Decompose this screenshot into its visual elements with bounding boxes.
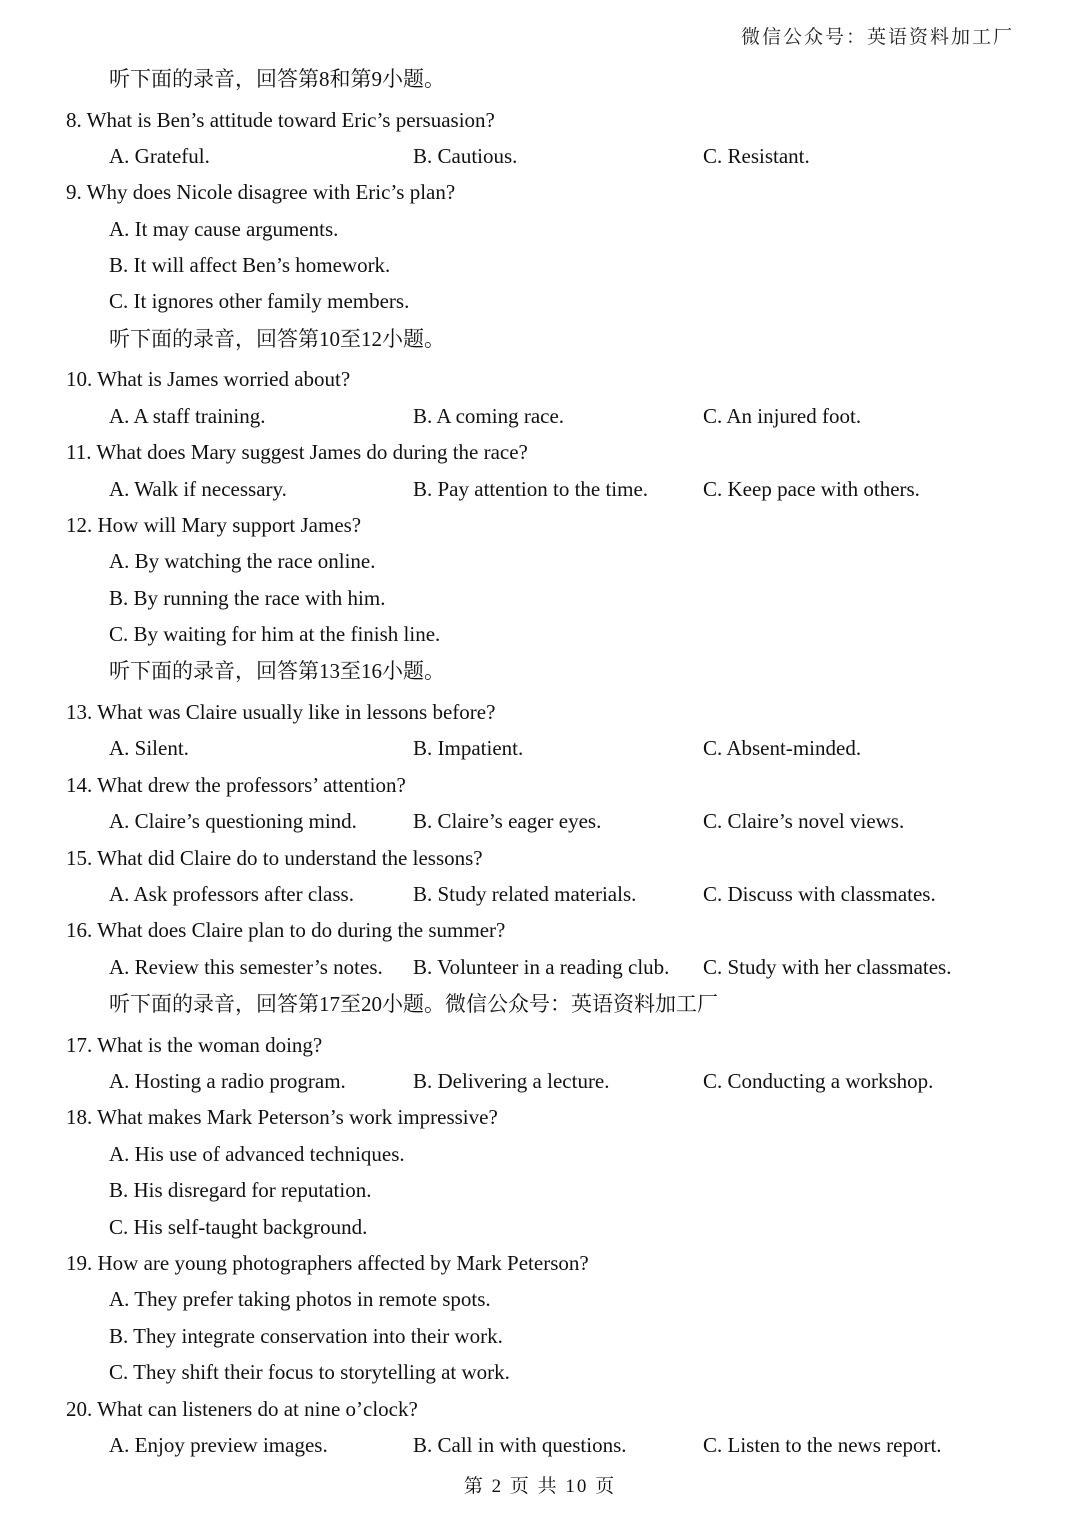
section-instruction: 听下面的录音，回答第13至16小题。 — [109, 659, 445, 684]
answer-option: C. Resistant. — [703, 143, 810, 168]
options-row — [0, 1063, 1080, 1099]
section-instruction: 听下面的录音，回答第10至12小题。 — [109, 326, 445, 351]
answer-option: C. It ignores other family members. — [109, 289, 410, 314]
answer-option: B. Impatient. — [413, 736, 524, 761]
answer-option: B. A coming race. — [413, 403, 565, 428]
answer-option: C. By waiting for him at the finish line. — [109, 622, 441, 647]
answer-option: A. A staff training. — [109, 403, 266, 428]
answer-option: A. Grateful. — [109, 143, 210, 168]
question-list — [0, 60, 1080, 1463]
question-stem: 14. What drew the professors’ attention? — [66, 772, 406, 797]
answer-option: C. Listen to the news report. — [703, 1432, 942, 1457]
answer-option: C. They shift their focus to storytelling at work. — [109, 1360, 510, 1385]
question-stem: 10. What is James worried about? — [66, 367, 351, 392]
question-stem: 8. What is Ben’s attitude toward Eric’s persuasion? — [66, 107, 495, 132]
answer-option: A. Claire’s questioning mind. — [109, 809, 357, 834]
question-stem: 13. What was Claire usually like in lessons before? — [66, 699, 496, 724]
answer-option: B. They integrate conservation into their work. — [109, 1323, 503, 1348]
answer-option: A. His use of advanced techniques. — [109, 1141, 405, 1166]
answer-option: A. It may cause arguments. — [109, 216, 339, 241]
answer-option: B. Pay attention to the time. — [413, 476, 649, 501]
answer-option: C. Claire’s novel views. — [703, 809, 905, 834]
question-stem: 18. What makes Mark Peterson’s work impressive? — [66, 1105, 498, 1130]
answer-option: C. Conducting a workshop. — [703, 1068, 934, 1093]
answer-option: C. Discuss with classmates. — [703, 881, 936, 906]
answer-option: C. Study with her classmates. — [703, 954, 952, 979]
answer-option: B. Delivering a lecture. — [413, 1068, 610, 1093]
options-row — [0, 803, 1080, 839]
answer-option: B. Study related materials. — [413, 881, 637, 906]
answer-option: A. They prefer taking photos in remote spots. — [109, 1287, 491, 1312]
section-instruction: 听下面的录音，回答第17至20小题。微信公众号：英语资料加工厂 — [109, 992, 718, 1017]
answer-option: B. Cautious. — [413, 143, 518, 168]
answer-option: C. Absent-minded. — [703, 736, 862, 761]
question-stem: 16. What does Claire plan to do during the summer? — [66, 918, 506, 943]
options-row — [0, 138, 1080, 174]
question-stem: 11. What does Mary suggest James do during the race? — [66, 440, 528, 465]
answer-option: B. It will affect Ben’s homework. — [109, 253, 391, 278]
options-row — [0, 876, 1080, 912]
section-instruction: 听下面的录音，回答第8和第9小题。 — [109, 67, 445, 91]
question-stem: 20. What can listeners do at nine o’clock? — [66, 1396, 418, 1421]
options-row — [0, 398, 1080, 434]
question-stem: 17. What is the woman doing? — [66, 1032, 323, 1057]
options-row — [0, 730, 1080, 766]
answer-option: A. Hosting a radio program. — [109, 1068, 346, 1093]
question-stem: 15. What did Claire do to understand the lessons? — [66, 845, 483, 870]
options-row — [0, 949, 1080, 985]
answer-option: C. An injured foot. — [703, 403, 862, 428]
answer-option: B. Call in with questions. — [413, 1432, 627, 1457]
answer-option: B. His disregard for reputation. — [109, 1178, 372, 1203]
options-row — [0, 471, 1080, 507]
answer-option: B. Claire’s eager eyes. — [413, 809, 602, 834]
answer-option: A. Walk if necessary. — [109, 476, 287, 501]
page-footer: 第 2 页 共 10 页 — [463, 1476, 617, 1497]
answer-option: C. His self-taught background. — [109, 1214, 368, 1239]
answer-option: A. By watching the race online. — [109, 549, 376, 574]
answer-option: B. Volunteer in a reading club. — [413, 954, 670, 979]
answer-option: A. Ask professors after class. — [109, 881, 354, 906]
answer-option: B. By running the race with him. — [109, 585, 386, 610]
question-stem: 12. How will Mary support James? — [66, 512, 362, 537]
options-row — [0, 1427, 1080, 1463]
answer-option: A. Silent. — [109, 736, 189, 761]
answer-option: A. Enjoy preview images. — [109, 1432, 328, 1457]
question-stem: 19. How are young photographers affected by Mark Peterson? — [66, 1250, 589, 1275]
answer-option: C. Keep pace with others. — [703, 476, 920, 501]
answer-option: A. Review this semester’s notes. — [109, 954, 383, 979]
question-stem: 9. Why does Nicole disagree with Eric’s plan? — [66, 180, 456, 205]
page-header: 微信公众号：英语资料加工厂 — [740, 27, 1014, 48]
